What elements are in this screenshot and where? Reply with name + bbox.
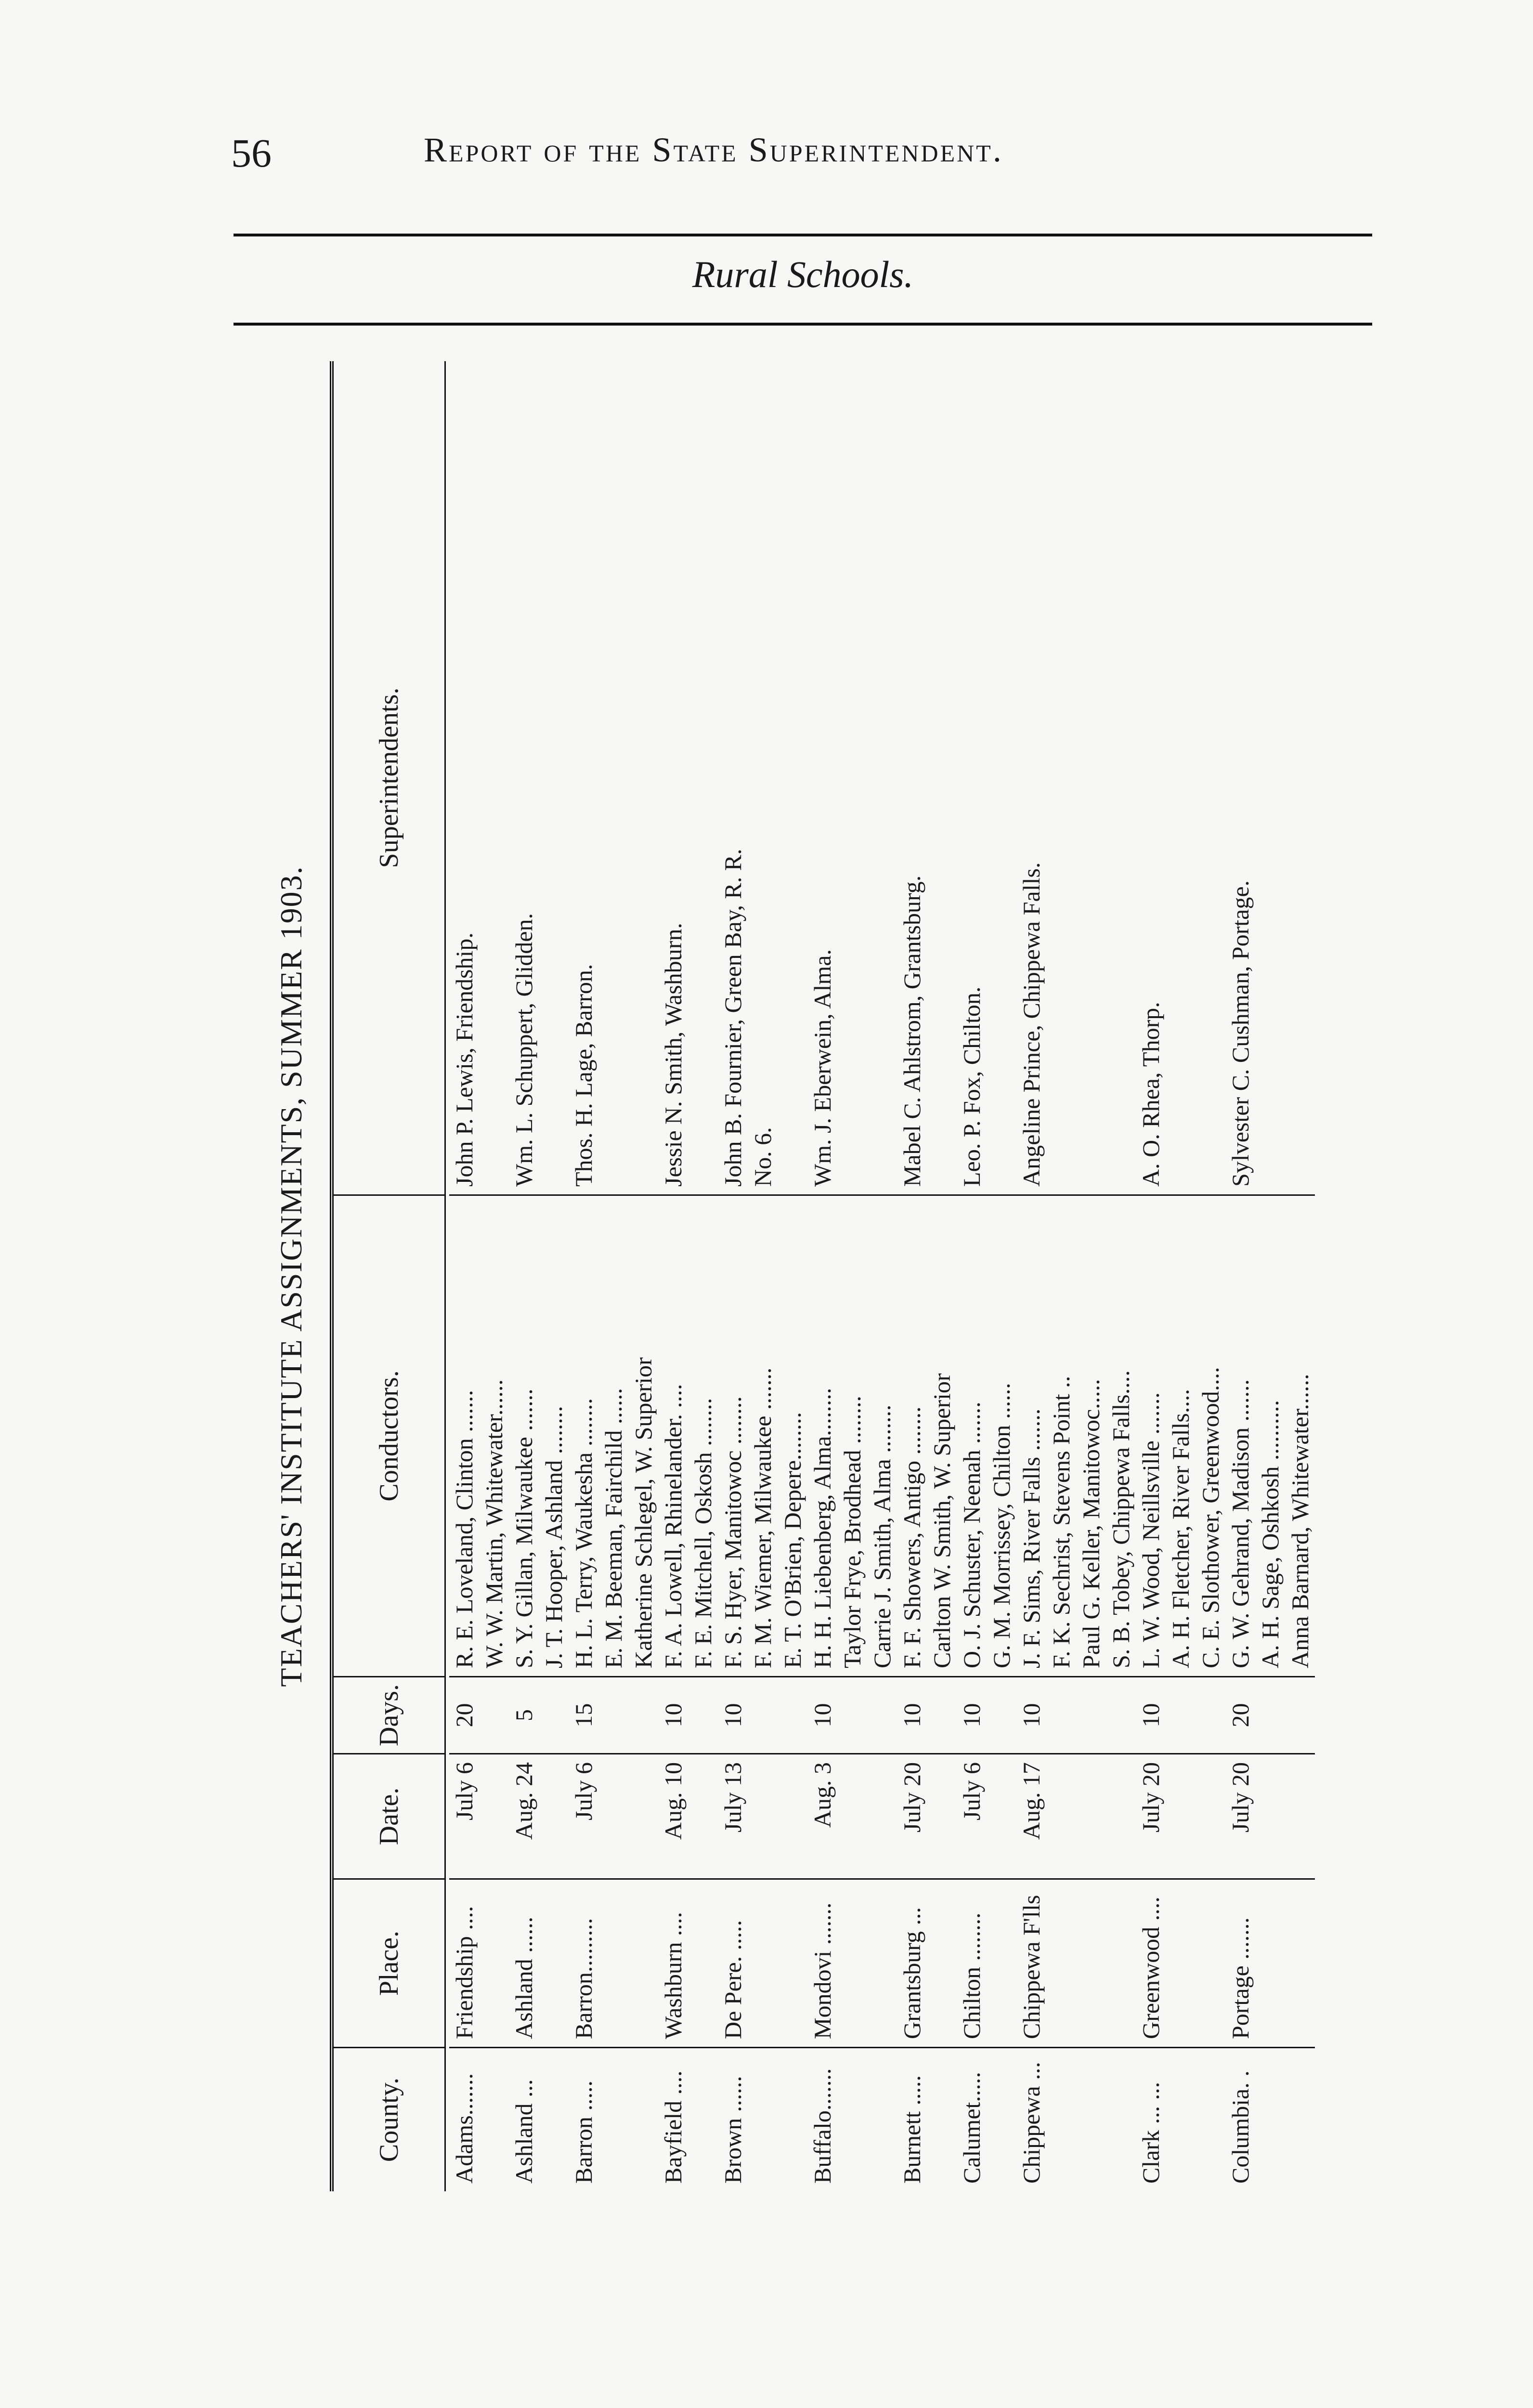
conductor-entry: W. W. Martin, Whitewater...... bbox=[481, 1379, 507, 1668]
cell-superintendents bbox=[718, 361, 807, 1194]
cell-place: Grantsburg ... bbox=[897, 1878, 957, 2047]
cell-conductors bbox=[658, 1194, 718, 1676]
conductor-entry: Carlton W. Smith, W. Superior bbox=[928, 1373, 955, 1668]
superintendent-entry: Leo. P. Fox, Chilton. bbox=[958, 986, 985, 1187]
cell-place: De Pere. ..... bbox=[718, 1878, 807, 2047]
conductor-entry: A. H. Sage, Oshkosh .......... bbox=[1257, 1400, 1284, 1668]
cell-place: Washburn .... bbox=[658, 1878, 718, 2047]
cell-county: Clark ... ... bbox=[1136, 2047, 1225, 2191]
conductor-entry: O. J. Schuster, Neenah ....... bbox=[958, 1401, 985, 1668]
table-row bbox=[957, 361, 1016, 2191]
header-rule-top bbox=[234, 234, 1372, 236]
cell-county: Ashland ... bbox=[509, 2047, 569, 2191]
superintendent-entry: Mabel C. Ahlstrom, Grantsburg. bbox=[898, 875, 925, 1187]
conductor-entry: F. E. Mitchell, Oskosh ........ bbox=[689, 1398, 716, 1668]
cell-days: 10 bbox=[957, 1676, 1016, 1753]
cell-date: July 13 bbox=[718, 1753, 807, 1878]
header-place: Place. bbox=[334, 1878, 444, 2047]
cell-days: 15 bbox=[569, 1676, 658, 1753]
superintendent-entry: Thos. H. Lage, Barron. bbox=[570, 964, 597, 1187]
assignments-table bbox=[330, 361, 1383, 2191]
conductor-entry: H. L. Terry, Waukesha ........ bbox=[570, 1398, 597, 1668]
superintendent-entry: Wm. J. Eberwein, Alma. bbox=[809, 949, 836, 1187]
cell-date: July 20 bbox=[897, 1753, 957, 1878]
cell-place: Barron......... bbox=[569, 1878, 658, 2047]
cell-conductors bbox=[957, 1194, 1016, 1676]
conductor-entry: F. K. Sechrist, Stevens Point .. bbox=[1048, 1375, 1075, 1668]
table-title: TEACHERS' INSTITUTE ASSIGNMENTS, SUMMER 1903. bbox=[274, 865, 308, 1687]
header-date: Date. bbox=[334, 1753, 444, 1878]
superintendent-entry: Wm. L. Schuppert, Glidden. bbox=[510, 913, 537, 1187]
cell-superintendents bbox=[957, 361, 1016, 1194]
superintendent-entry: Sylvester C. Cushman, Portage. bbox=[1227, 880, 1254, 1187]
cell-conductors bbox=[509, 1194, 569, 1676]
header-conductors: Conductors. bbox=[334, 1194, 444, 1676]
cell-superintendents bbox=[449, 361, 509, 1194]
cell-place: Mondovi ....... bbox=[807, 1878, 897, 2047]
cell-date: July 6 bbox=[957, 1753, 1016, 1878]
conductor-entry: Paul G. Keller, Manitowoc..... bbox=[1078, 1379, 1104, 1668]
page-header bbox=[231, 130, 1353, 183]
cell-place: Portage ....... bbox=[1225, 1878, 1315, 2047]
table-row bbox=[569, 361, 658, 2191]
cell-superintendents bbox=[807, 361, 897, 1194]
cell-days: 10 bbox=[807, 1676, 897, 1753]
cell-superintendents bbox=[1225, 361, 1315, 1194]
superintendent-entry: John B. Fournier, Green Bay, R. R. bbox=[719, 849, 746, 1187]
table-row bbox=[807, 361, 897, 2191]
section-subtitle: Rural Schools. bbox=[692, 253, 914, 295]
cell-county: Chippewa ... bbox=[1016, 2047, 1136, 2191]
rotated-table bbox=[258, 361, 1379, 2191]
conductor-entry: F. A. Lowell, Rhinelander. .... bbox=[660, 1384, 687, 1668]
conductor-entry: C. E. Slothower, Greenwood.... bbox=[1197, 1367, 1224, 1668]
cell-county: Buffalo....... bbox=[807, 2047, 897, 2191]
conductor-entry: H. H. Liebenberg, Alma........ bbox=[809, 1387, 836, 1668]
conductor-entry: G. M. Morrissey, Chilton ...... bbox=[988, 1383, 1015, 1668]
conductor-entry: J. T. Hooper, Ashland ........ bbox=[540, 1406, 567, 1668]
table-row bbox=[1225, 361, 1315, 2191]
cell-date: July 6 bbox=[449, 1753, 509, 1878]
cell-superintendents bbox=[1016, 361, 1136, 1194]
superintendent-entry: No. 6. bbox=[749, 1127, 776, 1187]
table-row bbox=[449, 361, 509, 2191]
header-county: County. bbox=[334, 2047, 444, 2191]
conductor-entry: E. T. O'Brien, Depere........ bbox=[779, 1412, 806, 1668]
table-body bbox=[449, 361, 1315, 2191]
table-row bbox=[718, 361, 807, 2191]
conductor-entry: F. M. Wiemer, Milwaukee ....... bbox=[749, 1367, 776, 1668]
cell-county: Bayfield .... bbox=[658, 2047, 718, 2191]
conductor-entry: Katherine Schlegel, W. Superior bbox=[630, 1357, 657, 1668]
cell-days: 5 bbox=[509, 1676, 569, 1753]
table-row bbox=[1136, 361, 1225, 2191]
cell-conductors bbox=[569, 1194, 658, 1676]
superintendent-entry: Angeline Prince, Chippewa Falls. bbox=[1018, 862, 1045, 1187]
cell-place: Chilton ........ bbox=[957, 1878, 1016, 2047]
cell-days: 20 bbox=[1225, 1676, 1315, 1753]
cell-conductors bbox=[1136, 1194, 1225, 1676]
cell-days: 10 bbox=[658, 1676, 718, 1753]
cell-superintendents bbox=[658, 361, 718, 1194]
conductor-entry: S. Y. Gillan, Milwaukee ....... bbox=[510, 1388, 537, 1668]
superintendent-entry: Jessie N. Smith, Washburn. bbox=[660, 923, 687, 1187]
cell-county: Barron ..... bbox=[569, 2047, 658, 2191]
superintendent-entry: A. O. Rhea, Thorp. bbox=[1137, 1002, 1164, 1187]
superintendent-entry: John P. Lewis, Friendship. bbox=[451, 932, 478, 1187]
cell-place: Friendship .... bbox=[449, 1878, 509, 2047]
cell-date: July 6 bbox=[569, 1753, 658, 1878]
cell-county: Burnett ..... bbox=[897, 2047, 957, 2191]
cell-date: Aug. 3 bbox=[807, 1753, 897, 1878]
conductor-entry: J. F. Sims, River Falls ....... bbox=[1018, 1408, 1045, 1668]
cell-conductors bbox=[1016, 1194, 1136, 1676]
table-row bbox=[509, 361, 569, 2191]
cell-conductors bbox=[718, 1194, 807, 1676]
header-rule-bottom bbox=[234, 323, 1372, 326]
header-superintendents: Superintendents. bbox=[374, 687, 404, 868]
conductor-entry: Taylor Frye, Brodhead ........ bbox=[839, 1396, 866, 1668]
cell-date: Aug. 10 bbox=[658, 1753, 718, 1878]
cell-county: Columbia. . bbox=[1225, 2047, 1315, 2191]
conductor-entry: G. W. Gehrand, Madison ....... bbox=[1227, 1379, 1254, 1668]
conductor-entry: E. M. Beeman, Fairchild ...... bbox=[600, 1388, 627, 1668]
cell-conductors bbox=[449, 1194, 509, 1676]
conductor-entry: Anna Barnard, Whitewater...... bbox=[1286, 1374, 1313, 1668]
cell-days: 20 bbox=[449, 1676, 509, 1753]
cell-place: Ashland ...... bbox=[509, 1878, 569, 2047]
cell-date: July 20 bbox=[1136, 1753, 1225, 1878]
cell-county: Brown ...... bbox=[718, 2047, 807, 2191]
conductor-entry: S. B. Tobey, Chippewa Falls.... bbox=[1107, 1370, 1134, 1668]
conductor-entry: A. H. Fletcher, River Falls.... bbox=[1167, 1389, 1194, 1668]
cell-days: 10 bbox=[1136, 1676, 1225, 1753]
cell-date: Aug. 17 bbox=[1016, 1753, 1136, 1878]
cell-days: 10 bbox=[718, 1676, 807, 1753]
table-row bbox=[1016, 361, 1136, 2191]
cell-place: Chippewa F'lls bbox=[1016, 1878, 1136, 2047]
cell-county: Adams....... bbox=[449, 2047, 509, 2191]
cell-conductors bbox=[807, 1194, 897, 1676]
conductor-entry: R. E. Loveland, Clinton ....... bbox=[451, 1390, 478, 1668]
cell-superintendents bbox=[569, 361, 658, 1194]
conductor-entry: F. F. Showers, Antigo ........ bbox=[898, 1406, 925, 1668]
conductor-entry: F. S. Hyer, Manitowoc ........ bbox=[719, 1396, 746, 1668]
cell-place: Greenwood .... bbox=[1136, 1878, 1225, 2047]
table-header-row bbox=[334, 361, 446, 2191]
cell-conductors bbox=[1225, 1194, 1315, 1676]
cell-date: Aug. 24 bbox=[509, 1753, 569, 1878]
cell-superintendents bbox=[509, 361, 569, 1194]
cell-county: Calumet..... bbox=[957, 2047, 1016, 2191]
header-days: Days. bbox=[334, 1676, 444, 1753]
cell-superintendents bbox=[1136, 361, 1225, 1194]
cell-days: 10 bbox=[1016, 1676, 1136, 1753]
running-head: Report of the State Superintendent. bbox=[424, 131, 1003, 169]
cell-days: 10 bbox=[897, 1676, 957, 1753]
conductor-entry: L. W. Wood, Neillsville ....... bbox=[1137, 1392, 1164, 1668]
table-row bbox=[897, 361, 957, 2191]
conductor-entry: Carrie J. Smith, Alma ........ bbox=[869, 1404, 896, 1668]
cell-superintendents bbox=[897, 361, 957, 1194]
table-row bbox=[658, 361, 718, 2191]
cell-date: July 20 bbox=[1225, 1753, 1315, 1878]
page-number: 56 bbox=[231, 131, 272, 176]
cell-conductors bbox=[897, 1194, 957, 1676]
